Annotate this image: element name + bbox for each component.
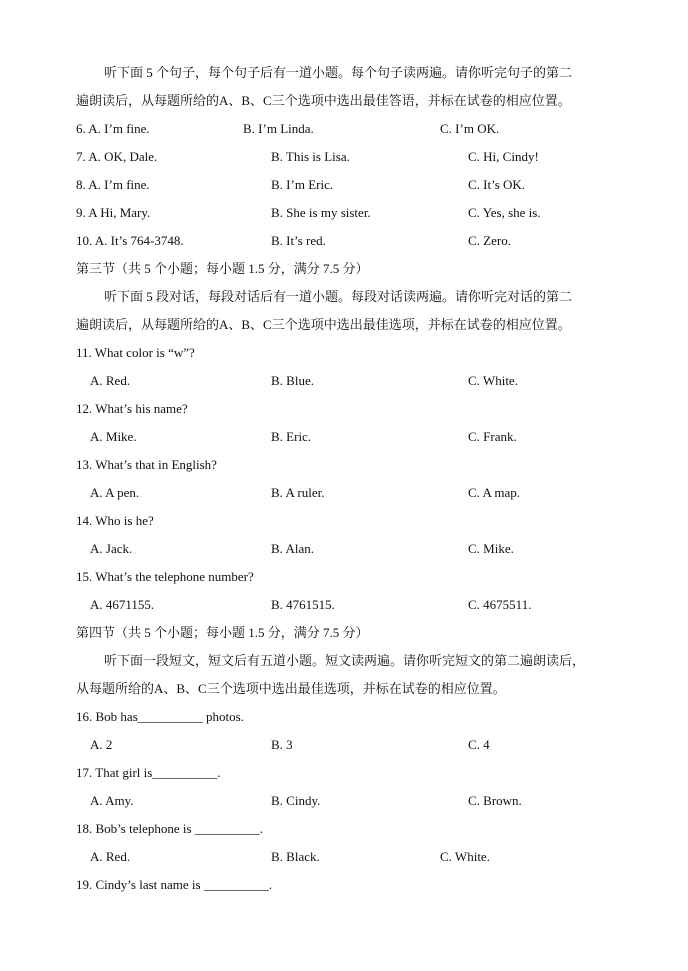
section3-intro-line2: 遍朗读后，从每题所给的A、B、C三个选项中选出最佳选项，并标在试卷的相应位置。	[76, 317, 571, 332]
question-15-b: B. 4761515.	[271, 597, 335, 612]
question-11-c: C. White.	[468, 373, 518, 388]
question-10-c: C. Zero.	[468, 233, 511, 248]
section4-title: 第四节（共 5 个小题；每小题 1.5 分，满分 7.5 分）	[76, 625, 369, 640]
section3-title: 第三节（共 5 个小题；每小题 1.5 分，满分 7.5 分）	[76, 261, 369, 276]
question-14-b: B. Alan.	[271, 541, 314, 556]
question-8-b: B. I’m Eric.	[271, 177, 334, 192]
question-10-a: 10. A. It’s 764-3748.	[76, 233, 184, 248]
question-16: 16. Bob has__________ photos.	[76, 709, 244, 724]
question-17-a: A. Amy.	[90, 793, 134, 808]
question-13-b: B. A ruler.	[271, 485, 325, 500]
question-11: 11. What color is “w”?	[76, 345, 195, 360]
question-18-c: C. White.	[440, 849, 490, 864]
question-6-a: 6. A. I’m fine.	[76, 121, 150, 136]
question-18-b: B. Black.	[271, 849, 320, 864]
question-14: 14. Who is he?	[76, 513, 154, 528]
question-12-b: B. Eric.	[271, 429, 312, 444]
question-12-c: C. Frank.	[468, 429, 517, 444]
question-17-b: B. Cindy.	[271, 793, 321, 808]
question-6-c: C. I’m OK.	[440, 121, 500, 136]
question-17: 17. That girl is__________.	[76, 765, 221, 780]
question-13: 13. What’s that in English?	[76, 457, 217, 472]
question-8-c: C. It’s OK.	[468, 177, 526, 192]
question-19: 19. Cindy’s last name is __________.	[76, 877, 273, 892]
question-10-b: B. It’s red.	[271, 233, 326, 248]
question-17-c: C. Brown.	[468, 793, 522, 808]
question-16-a: A. 2	[90, 737, 113, 752]
question-14-a: A. Jack.	[90, 541, 133, 556]
question-18-a: A. Red.	[90, 849, 131, 864]
question-9-a: 9. A Hi, Mary.	[76, 205, 151, 220]
question-12: 12. What’s his name?	[76, 401, 188, 416]
question-11-a: A. Red.	[90, 373, 131, 388]
question-16-b: B. 3	[271, 737, 293, 752]
section4-intro-line1: 听下面一段短文，短文后有五道小题。短文读两遍。请你听完短文的第二遍朗读后，	[104, 653, 586, 668]
intro1-line1: 听下面 5 个句子，每个句子后有一道小题。每个句子读两遍。请你听完句子的第二	[104, 65, 573, 80]
question-9-c: C. Yes, she is.	[468, 205, 541, 220]
question-8-a: 8. A. I’m fine.	[76, 177, 150, 192]
section3-intro-line1: 听下面 5 段对话，每段对话后有一道小题。每段对话读两遍。请你听完对话的第二	[104, 289, 573, 304]
question-15: 15. What’s the telephone number?	[76, 569, 254, 584]
question-18: 18. Bob’s telephone is __________.	[76, 821, 264, 836]
question-13-c: C. A map.	[468, 485, 521, 500]
question-13-a: A. A pen.	[90, 485, 140, 500]
question-16-c: C. 4	[468, 737, 490, 752]
intro1-line2: 遍朗读后，从每题所给的A、B、C三个选项中选出最佳答语，并标在试卷的相应位置。	[76, 93, 571, 108]
question-7-c: C. Hi, Cindy!	[468, 149, 539, 164]
question-15-a: A. 4671155.	[90, 597, 155, 612]
question-15-c: C. 4675511.	[468, 597, 532, 612]
question-11-b: B. Blue.	[271, 373, 314, 388]
question-7-b: B. This is Lisa.	[271, 149, 350, 164]
question-14-c: C. Mike.	[468, 541, 514, 556]
question-6-b: B. I’m Linda.	[243, 121, 314, 136]
question-9-b: B. She is my sister.	[271, 205, 371, 220]
question-12-a: A. Mike.	[90, 429, 137, 444]
section4-intro-line2: 从每题所给的A、B、C三个选项中选出最佳选项，并标在试卷的相应位置。	[76, 681, 506, 696]
question-7-a: 7. A. OK, Dale.	[76, 149, 158, 164]
